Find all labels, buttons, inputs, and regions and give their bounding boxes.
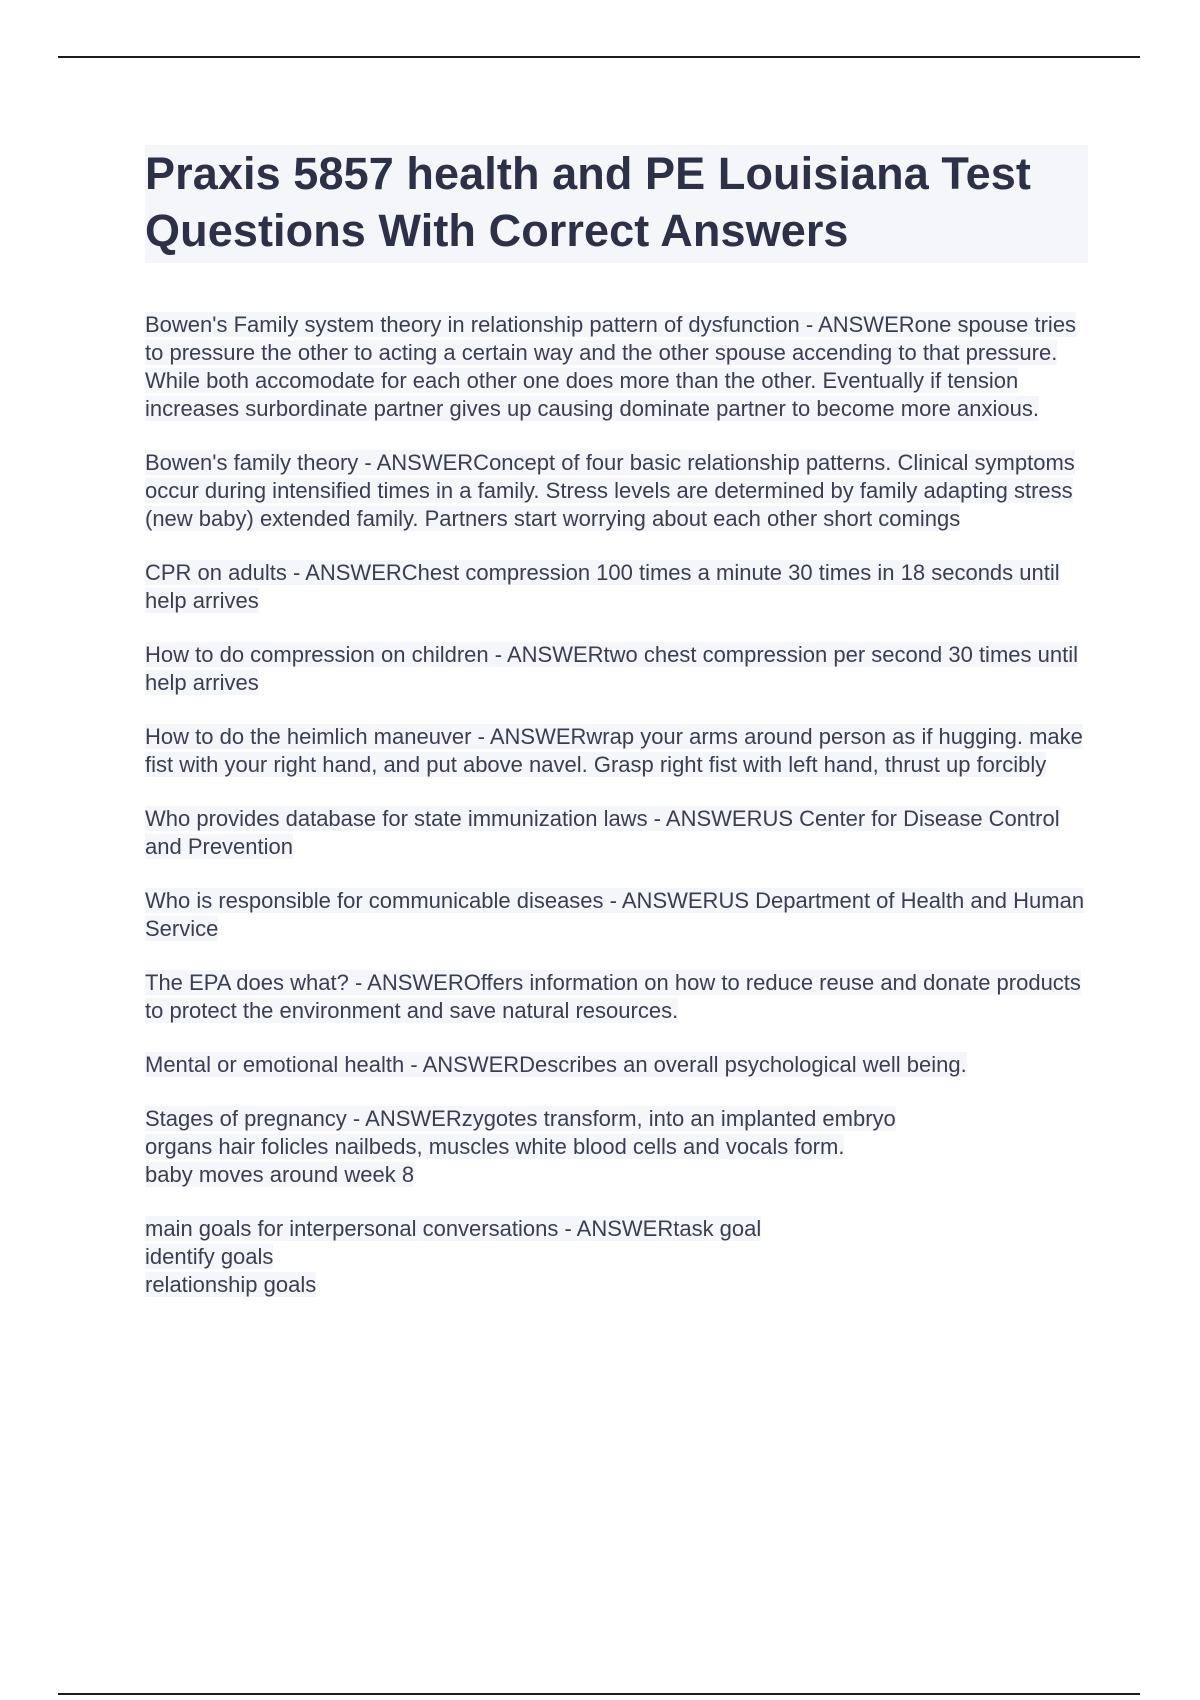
document-body — [145, 145, 1088, 1325]
qa-item — [145, 887, 1088, 943]
qa-text: The EPA does what? - ANSWEROffers information on how to reduce reuse and donate products to protect the environment and save natural resources. — [145, 970, 1081, 1023]
qa-text: Who provides database for state immunization laws - ANSWERUS Center for Disease Control and Prevention — [145, 806, 1060, 859]
qa-item — [145, 1105, 1088, 1189]
qa-text: Stages of pregnancy - ANSWERzygotes transform, into an implanted embryo organs hair folicles nailbeds, muscles white blood cells and vocals form. baby moves around week 8 — [145, 1106, 896, 1187]
qa-text: How to do the heimlich maneuver - ANSWERwrap your arms around person as if hugging. make fist with your right hand, and put above navel. Grasp right fist with left hand, thrust up forcibly — [145, 724, 1083, 777]
qa-text: CPR on adults - ANSWERChest compression 100 times a minute 30 times in 18 seconds until help arrives — [145, 560, 1060, 613]
qa-item — [145, 1215, 1088, 1299]
qa-list — [145, 311, 1088, 1299]
qa-text: main goals for interpersonal conversations - ANSWERtask goal identify goals relationship goals — [145, 1216, 762, 1297]
qa-item — [145, 1051, 1088, 1079]
qa-text: How to do compression on children - ANSWERtwo chest compression per second 30 times until help arrives — [145, 642, 1078, 695]
qa-text: Who is responsible for communicable diseases - ANSWERUS Department of Health and Human Service — [145, 888, 1085, 941]
document-title: Praxis 5857 health and PE Louisiana Test Questions With Correct Answers — [145, 148, 1032, 256]
title-block — [145, 145, 1088, 263]
qa-text: Mental or emotional health - ANSWERDescribes an overall psychological well being. — [145, 1052, 967, 1077]
qa-item — [145, 723, 1088, 779]
qa-item — [145, 449, 1088, 533]
top-rule — [58, 56, 1140, 58]
qa-text: Bowen's Family system theory in relationship pattern of dysfunction - ANSWERone spouse tries to pressure the other to acting a certain way and the other spouse accending to that pressure. While both accomodate for each other one does more than the other. Eventually if tension increases surbordinate partner gives up causing dominate partner to become more anxious. — [145, 312, 1077, 421]
qa-item — [145, 311, 1088, 423]
qa-item — [145, 805, 1088, 861]
qa-item — [145, 559, 1088, 615]
qa-item — [145, 969, 1088, 1025]
qa-item — [145, 641, 1088, 697]
bottom-rule — [58, 1693, 1140, 1695]
qa-text: Bowen's family theory - ANSWERConcept of four basic relationship patterns. Clinical symptoms occur during intensified times in a family. Stress levels are determined by family adapting stress (new baby) extended family. Partners start worrying about each other short comings — [145, 450, 1075, 531]
